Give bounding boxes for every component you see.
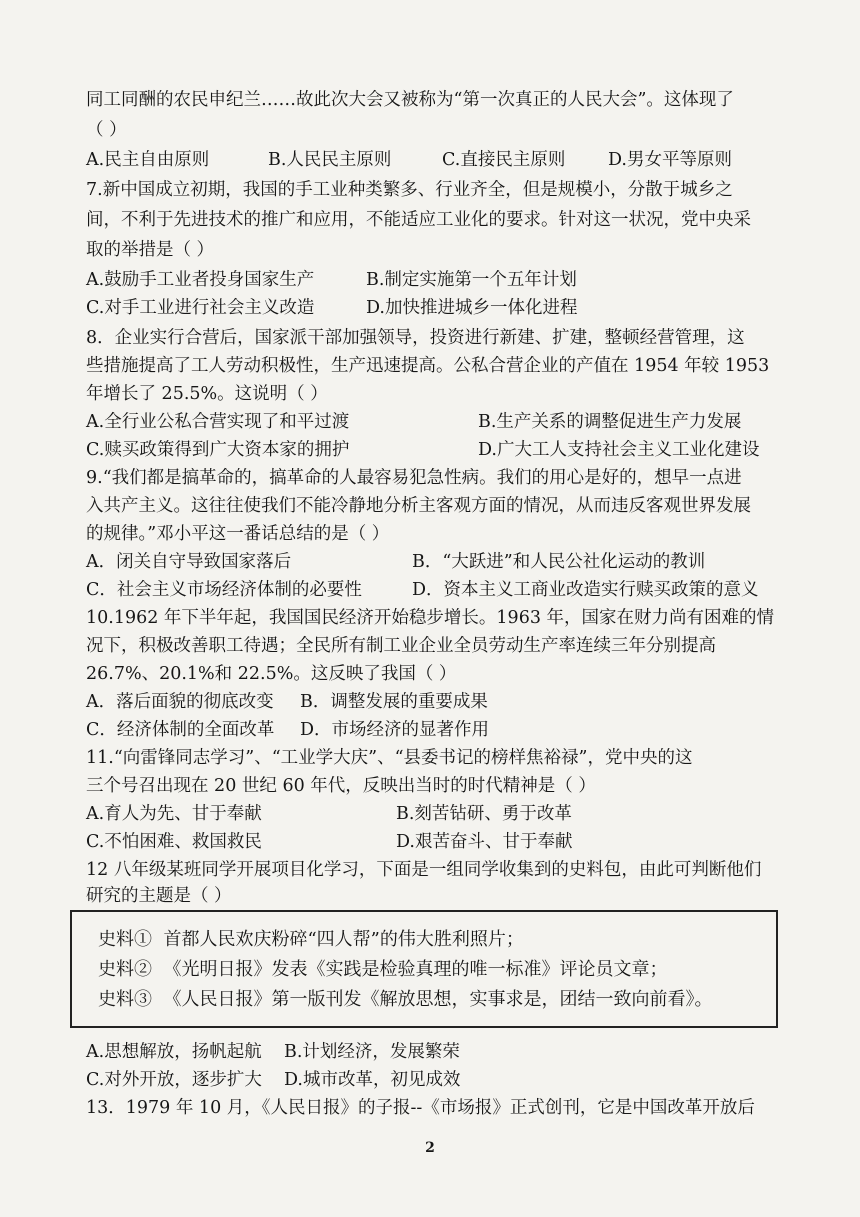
q9-stem-line-3: 的规律。”邓小平这一番话总结的是（ ）	[86, 524, 390, 544]
q10-stem-line-3: 26.7%、20.1%和 22.5%。这反映了我国（ ）	[86, 664, 457, 684]
q6-option-c[interactable]: C.直接民主原则	[442, 150, 566, 170]
q7-stem-line-2: 间，不利于先进技术的推广和应用，不能适应工业化的要求。针对这一状况，党中央采	[86, 210, 751, 230]
q11-stem-line-1: 11.“向雷锋同志学习”、“工业学大庆”、“县委书记的榜样焦裕禄”，党中央的这	[86, 748, 693, 768]
page-number: 2	[425, 1140, 435, 1156]
source-row-2	[98, 958, 667, 982]
q6-option-d[interactable]: D.男女平等原则	[608, 150, 732, 170]
source-package-box	[70, 910, 778, 1028]
q6-option-b[interactable]: B.人民民主原则	[268, 150, 392, 170]
source-label-1: 史料①	[98, 929, 152, 950]
q10-option-d[interactable]: D．市场经济的显著作用	[300, 720, 490, 740]
q9-option-a[interactable]: A．闭关自守导致国家落后	[86, 552, 292, 572]
q9-option-c[interactable]: C．社会主义市场经济体制的必要性	[86, 580, 362, 600]
q7-option-b[interactable]: B.制定实施第一个五年计划	[366, 270, 577, 290]
q8-option-c[interactable]: C.赎买政策得到广大资本家的拥护	[86, 440, 350, 460]
q8-option-d[interactable]: D.广大工人支持社会主义工业化建设	[478, 440, 760, 460]
source-text-1: 首都人民欢庆粉碎“四人帮”的伟大胜利照片；	[163, 929, 524, 950]
source-row-3	[98, 988, 712, 1012]
q11-stem-line-2: 三个号召出现在 20 世纪 60 年代，反映出当时的时代精神是（ ）	[86, 776, 596, 796]
q12-stem-line-2: 研究的主题是（ ）	[86, 886, 232, 906]
q11-option-b[interactable]: B.刻苦钻研、勇于改革	[396, 804, 572, 824]
source-text-3: 《人民日报》第一版刊发《解放思想，实事求是，团结一致向前看》。	[163, 989, 713, 1010]
q10-stem-line-2: 况下，积极改善职工待遇；全民所有制工业企业全员劳动生产率连续三年分别提高	[86, 636, 716, 656]
q9-option-b[interactable]: B．“大跃进”和人民公社化运动的教训	[412, 552, 706, 572]
q11-option-c[interactable]: C.不怕困难、救国救民	[86, 832, 262, 852]
q6-stem: 同工同酬的农民申纪兰……故此次大会又被称为“第一次真正的人民大会”。这体现了	[86, 90, 734, 110]
source-label-2: 史料②	[98, 959, 152, 980]
q8-stem-line-1: 8．企业实行合营后，国家派干部加强领导，投资进行新建、扩建，整顿经营管理，这	[86, 328, 745, 348]
q10-option-a[interactable]: A．落后面貌的彻底改变	[86, 692, 274, 712]
q12-option-d[interactable]: D.城市改革，初见成效	[284, 1070, 461, 1090]
q11-option-d[interactable]: D.艰苦奋斗、甘于奉献	[396, 832, 573, 852]
q7-option-d[interactable]: D.加快推进城乡一体化进程	[366, 298, 578, 318]
q10-option-b[interactable]: B．调整发展的重要成果	[300, 692, 488, 712]
q9-stem-line-2: 入共产主义。这往往使我们不能冷静地分析主客观方面的情况，从而违反客观世界发展	[86, 496, 751, 516]
q10-option-c[interactable]: C．经济体制的全面改革	[86, 720, 275, 740]
q13-stem-line-1: 13．1979 年 10 月，《人民日报》的子报--《市场报》正式创刊，它是中国改革开放后	[86, 1098, 755, 1118]
q7-option-a[interactable]: A.鼓励手工业者投身国家生产	[86, 270, 315, 290]
q7-stem-line-1: 7.新中国成立初期，我国的手工业种类繁多、行业齐全，但是规模小，分散于城乡之	[86, 180, 733, 200]
q8-stem-line-2: 些措施提高了工人劳动积极性，生产迅速提高。公私合营企业的产值在 1954 年较 1953	[86, 356, 770, 376]
source-label-3: 史料③	[98, 989, 152, 1010]
q12-option-c[interactable]: C.对外开放，逐步扩大	[86, 1070, 262, 1090]
q10-stem-line-1: 10.1962 年下半年起，我国国民经济开始稳步增长。1963 年，国家在财力尚有困难的情	[86, 608, 775, 628]
q6-option-a[interactable]: A.民主自由原则	[86, 150, 210, 170]
source-text-2: 《光明日报》发表《实践是检验真理的唯一标准》评论员文章；	[163, 959, 668, 980]
q8-stem-line-3: 年增长了 25.5%。这说明（ ）	[86, 384, 328, 404]
q7-stem-line-3: 取的举措是（ ）	[86, 240, 215, 260]
q12-option-b[interactable]: B.计划经济，发展繁荣	[284, 1042, 460, 1062]
q12-option-a[interactable]: A.思想解放，扬帆起航	[86, 1042, 262, 1062]
q9-option-d[interactable]: D．资本主义工商业改造实行赎买政策的意义	[412, 580, 759, 600]
q9-stem-line-1: 9.“我们都是搞革命的，搞革命的人最容易犯急性病。我们的用心是好的，想早一点进	[86, 468, 742, 488]
q11-option-a[interactable]: A.育人为先、甘于奉献	[86, 804, 262, 824]
q6-blank: （ ）	[86, 120, 127, 140]
q8-option-a[interactable]: A.全行业公私合营实现了和平过渡	[86, 412, 350, 432]
q7-option-c[interactable]: C.对手工业进行社会主义改造	[86, 298, 315, 318]
q8-option-b[interactable]: B.生产关系的调整促进生产力发展	[478, 412, 742, 432]
q12-stem-line-1: 12 八年级某班同学开展项目化学习，下面是一组同学收集到的史料包，由此可判断他们	[86, 860, 762, 880]
source-row-1	[98, 928, 524, 952]
